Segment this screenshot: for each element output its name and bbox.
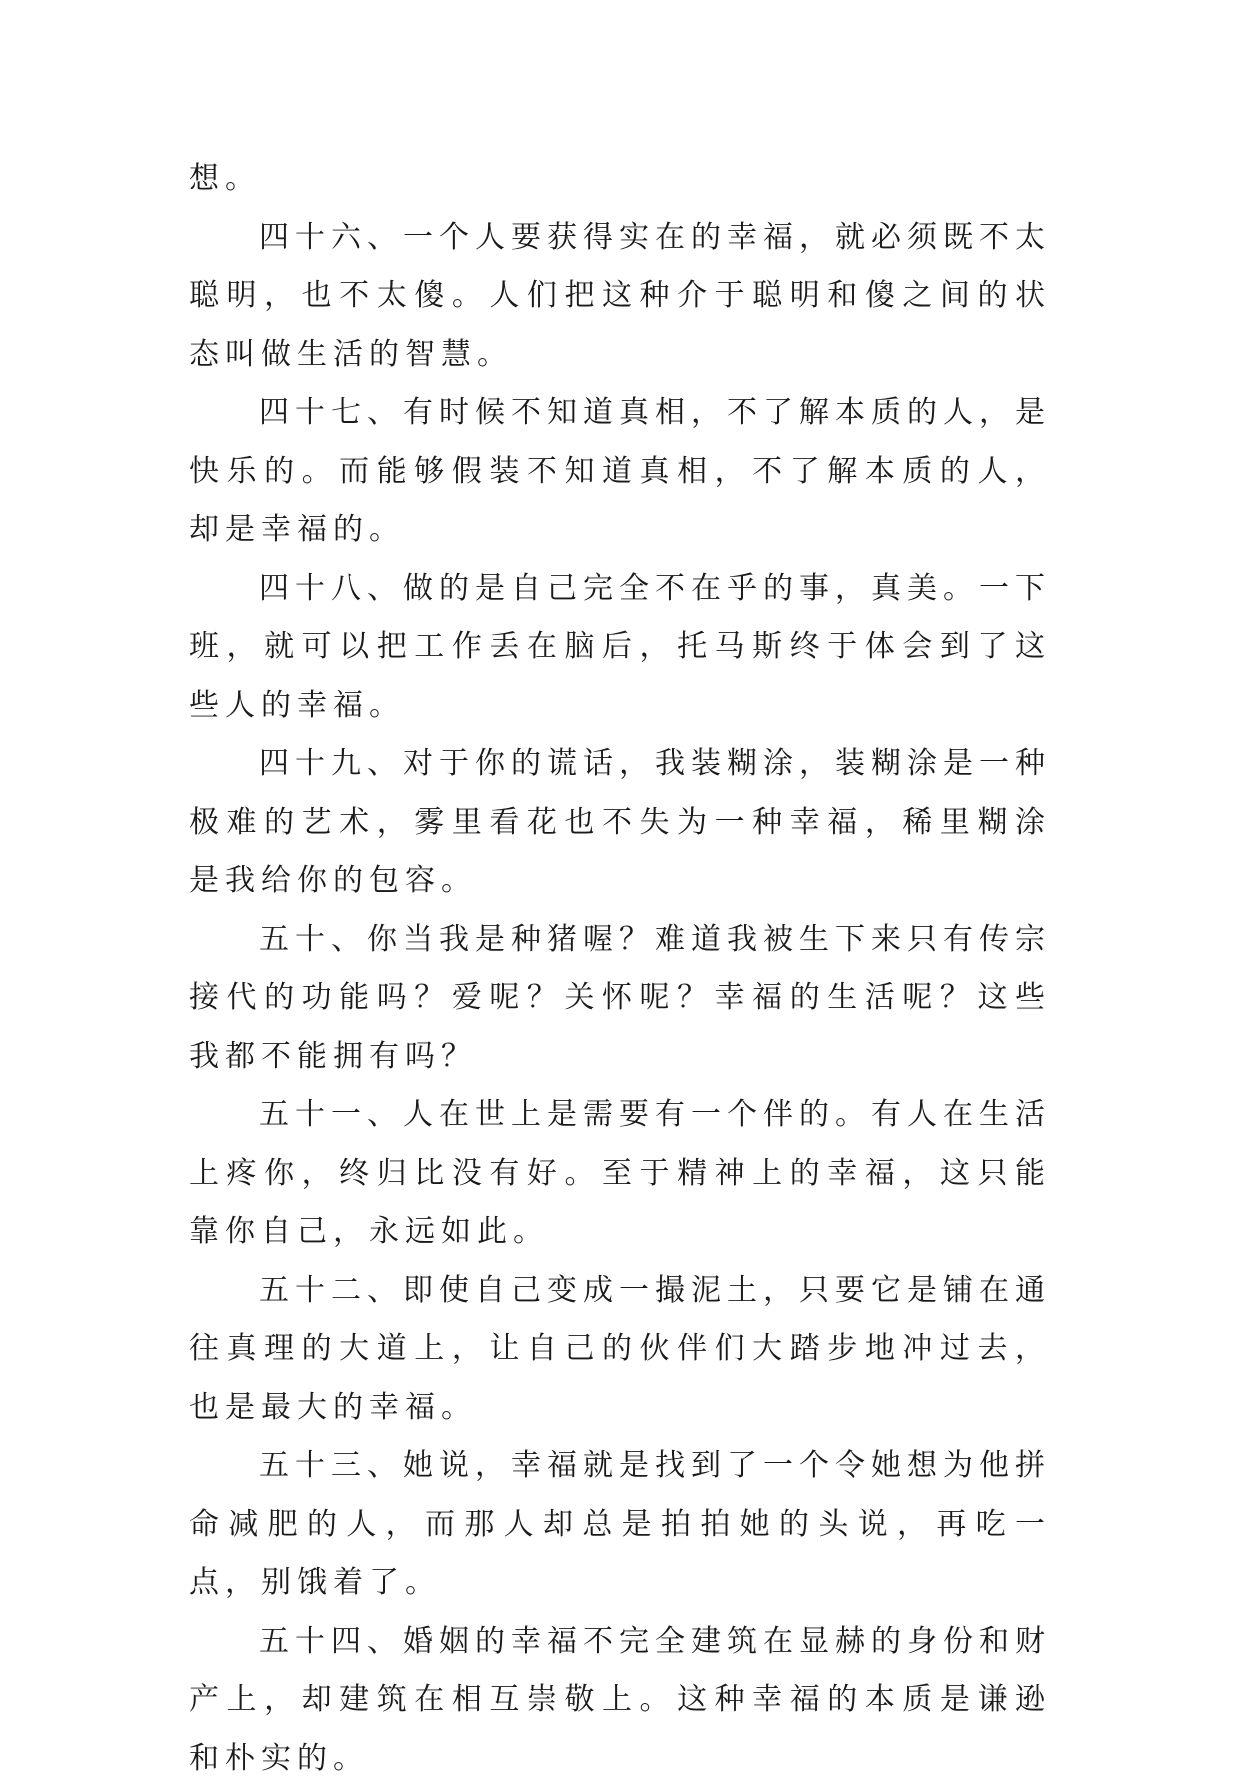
paragraph-46: 四十六、一个人要获得实在的幸福，就必须既不太聪明，也不太傻。人们把这种介于聪明和傻之间的状态叫做生活的智慧。 (189, 209, 1051, 385)
paragraph-52: 五十二、即使自己变成一撮泥土，只要它是铺在通往真理的大道上，让自己的伙伴们大踏步地冲过去，也是最大的幸福。 (189, 1262, 1051, 1438)
paragraph-49: 四十九、对于你的谎话，我装糊涂，装糊涂是一种极难的艺术，雾里看花也不失为一种幸福，稀里糊涂是我给你的包容。 (189, 735, 1051, 911)
document-body (189, 150, 1051, 1788)
paragraph-48: 四十八、做的是自己完全不在乎的事，真美。一下班，就可以把工作丢在脑后，托马斯终于体会到了这些人的幸福。 (189, 560, 1051, 736)
paragraph-47: 四十七、有时候不知道真相，不了解本质的人，是快乐的。而能够假装不知道真相，不了解本质的人，却是幸福的。 (189, 384, 1051, 560)
paragraph-54: 五十四、婚姻的幸福不完全建筑在显赫的身份和财产上，却建筑在相互崇敬上。这种幸福的本质是谦逊和朴实的。 (189, 1613, 1051, 1788)
paragraph-51: 五十一、人在世上是需要有一个伴的。有人在生活上疼你，终归比没有好。至于精神上的幸福，这只能靠你自己，永远如此。 (189, 1086, 1051, 1262)
paragraph-50: 五十、你当我是种猪喔？难道我被生下来只有传宗接代的功能吗？爱呢？关怀呢？幸福的生活呢？这些我都不能拥有吗？ (189, 911, 1051, 1087)
paragraph-continuation: 想。 (189, 150, 1051, 209)
paragraph-53: 五十三、她说，幸福就是找到了一个令她想为他拼命减肥的人，而那人却总是拍拍她的头说，再吃一点，别饿着了。 (189, 1437, 1051, 1613)
